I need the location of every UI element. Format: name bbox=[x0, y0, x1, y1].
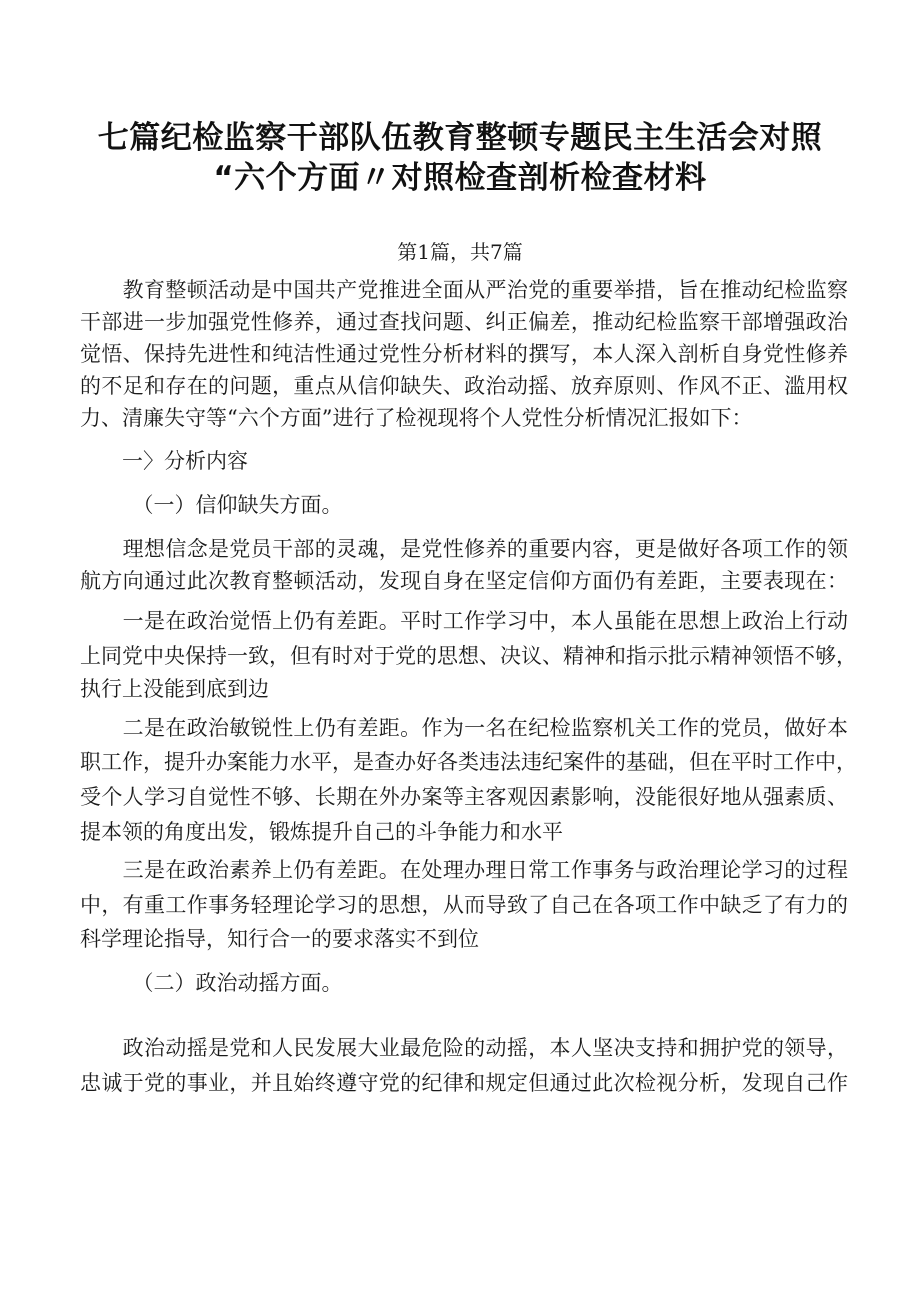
document-subtitle: 第1篇，共7篇 bbox=[397, 240, 523, 264]
body-line: 教育整顿活动是中国共产党推进全面从严治党的重要举措，旨在推动纪检监察 bbox=[80, 278, 848, 302]
document-title-line-1: 七篇纪检监察干部队伍教育整顿专题民主生活会对照 bbox=[97, 120, 823, 156]
body-line: 忠诚于党的事业，并且始终遵守党的纪律和规定但通过此次检视分析，发现自己作 bbox=[80, 1071, 848, 1095]
body-line: 执行上没能到底到边 bbox=[80, 677, 269, 701]
body-line: 受个人学习自觉性不够、长期在外办案等主客观因素影响，没能很好地从强素质、 bbox=[80, 785, 848, 809]
body-line: 中，有重工作事务轻理论学习的思想，从而导致了自己在各项工作中缺乏了有力的 bbox=[80, 893, 848, 917]
section-heading: 一〉分析内容 bbox=[80, 449, 248, 473]
body-line: 政治动摇是党和人民发展大业最危险的动摇，本人坚决支持和拥护党的领导， bbox=[80, 1036, 848, 1060]
body-line: 航方向通过此次教育整顿活动，发现自身在坚定信仰方面仍有差距，主要表现在： bbox=[80, 569, 848, 593]
document-title-line-2: “六个方面〃对照检查剖析检查材料 bbox=[213, 160, 707, 196]
body-line: 科学理论指导，知行合一的要求落实不到位 bbox=[80, 927, 479, 951]
body-line: 上同党中央保持一致，但有时对于党的思想、决议、精神和指示批示精神领悟不够， bbox=[80, 644, 857, 668]
body-line: 一是在政治觉悟上仍有差距。平时工作学习中，本人虽能在思想上政治上行动 bbox=[80, 609, 848, 633]
body-line: 职工作，提升办案能力水平，是查办好各类违法违纪案件的基础，但在平时工作中， bbox=[80, 750, 857, 774]
body-line: 理想信念是党员干部的灵魂，是党性修养的重要内容，更是做好各项工作的领 bbox=[80, 537, 848, 561]
body-line: 觉悟、保持先进性和纯洁性通过党性分析材料的撰写，本人深入剖析自身党性修养 bbox=[80, 342, 848, 366]
subsection-heading: （二）政治动摇方面。 bbox=[80, 971, 343, 995]
body-line: 二是在政治敏锐性上仍有差距。作为一名在纪检监察机关工作的党员，做好本 bbox=[80, 716, 848, 740]
body-line: 的不足和存在的问题，重点从信仰缺失、政治动摇、放弃原则、作风不正、滥用权 bbox=[80, 374, 848, 398]
body-line: 干部进一步加强党性修养，通过查找问题、纠正偏差，推动纪检监察干部增强政治 bbox=[80, 310, 848, 334]
body-line: 提本领的角度出发，锻炼提升自己的斗争能力和水平 bbox=[80, 820, 563, 844]
body-line: 力、清廉失守等“六个方面”进行了检视现将个人党性分析情况汇报如下： bbox=[80, 406, 753, 430]
body-line: 三是在政治素养上仍有差距。在处理办理日常工作事务与政治理论学习的过程 bbox=[80, 858, 848, 882]
subsection-heading: （一）信仰缺失方面。 bbox=[80, 493, 343, 517]
